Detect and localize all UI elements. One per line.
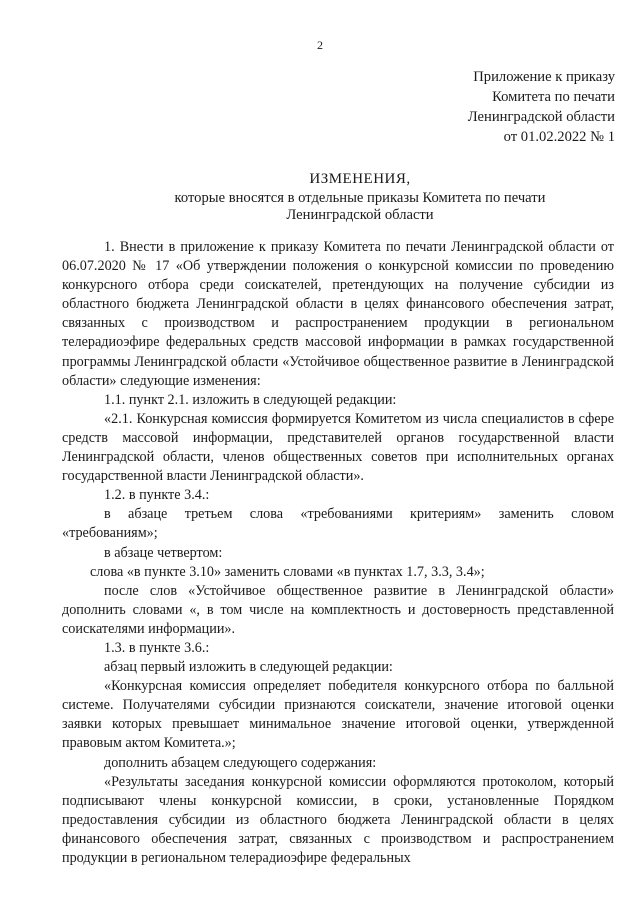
appendix-line: Комитета по печати [492,89,615,105]
paragraph: слова «в пункте 3.10» заменить словами «в пунктах 1.7, 3.3, 3.4»; [90,563,485,580]
paragraph: в абзаце третьем слова «требованиями критериям» заменить словом «требованиям»; [62,506,614,542]
paragraph: 1. Внести в приложение к приказу Комитета по печати Ленинградской области от 06.07.2020 № 17 «Об утверждении положения о конкурсной комиссии по проведению конкурсного отбора среди соискателей, претендующих на получение субсидии из областного бюджета Ленинградской области в целях финансового обеспечения затрат, связанных с производством и распространением продукции в региональном телерадиоэфире федеральных средств массовой информации в рамках государственной программы Ленинградской области «Устойчивое общественное развитие в Ленинградской области» следующие изменения: [62,239,614,389]
paragraph: абзац первый изложить в следующей редакции: [104,659,393,676]
appendix-line: Ленинградской области [467,109,615,125]
paragraph: «Результаты заседания конкурсной комиссии оформляются протоколом, который подписывают члены конкурсной комиссии, в сроки, установленные Порядком предоставления субсидии из областного бюджета Ленинградской области в целях финансового обеспечения затрат, связанных с производством и распространением продукции в региональном телерадиоэфире федеральных [62,773,614,866]
document-subtitle: Ленинградской области [286,207,434,223]
document-body [62,238,614,868]
paragraph: 1.1. пункт 2.1. изложить в следующей редакции: [104,391,397,408]
paragraph: 1.2. в пункте 3.4.: [104,487,210,504]
appendix-line: от 01.02.2022 № 1 [503,129,615,145]
title-block [0,171,640,224]
paragraph: «Конкурсная комиссия определяет победителя конкурсного отбора по балльной системе. Получателями субсидии признаются соискатели, значение итоговой оценки заявки которых превышает минимальное значение итоговой оценки, утвержденной правовым актом Комитета.»; [62,678,614,752]
paragraph: дополнить абзацем следующего содержания: [104,754,377,771]
document-subtitle: которые вносятся в отдельные приказы Комитета по печати [174,190,546,206]
appendix-block [468,67,615,147]
document-title: ИЗМЕНЕНИЯ, [309,171,411,187]
paragraph: «2.1. Конкурсная комиссия формируется Комитетом из числа специалистов в сфере средств массовой информации, представителей органов государственной власти Ленинградской области, членов общественных советов при исполнительных органах государственной власти Ленинградской области». [62,410,614,485]
paragraph: 1.3. в пункте 3.6.: [104,639,210,656]
paragraph: после слов «Устойчивое общественное развитие в Ленинградской области» дополнить словами «, в том числе на комплектность и достоверность представленной соискателями информации». [62,582,614,637]
appendix-line: Приложение к приказу [473,69,615,85]
page-number: 2 [317,38,323,52]
paragraph: в абзаце четвертом: [104,544,223,561]
